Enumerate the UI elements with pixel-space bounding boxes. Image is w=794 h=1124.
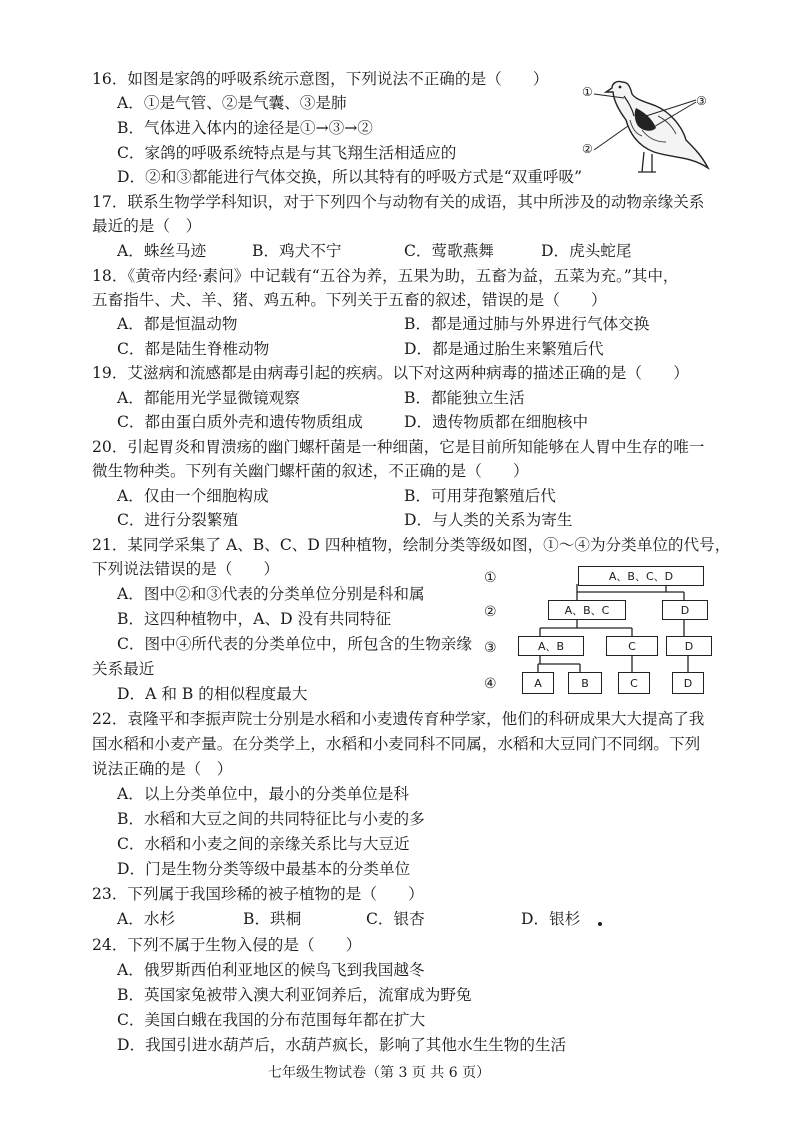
q21-option-c: C．图中④所代表的分类单位中，所包含的生物亲缘 [117,635,472,653]
q22-stem-line2: 国水稻和小麦产量。在分类学上，水稻和小麦同科不同属，水稻和大豆同门不同纲。下列 [92,735,701,753]
pigeon-label-2: ② [582,142,593,156]
q17-option-b: B．鸡犬不宁 [252,242,342,260]
q22-option-d: D．门是生物分类等级中最基本的分类单位 [117,860,411,878]
level-label-4: ④ [484,676,497,692]
q22-stem-line1: 22．袁隆平和李振声院士分别是水稻和小麦遗传育种学家，他们的科研成果大大提高了我 [92,710,705,728]
q17-option-c: C．莺歌燕舞 [404,242,494,260]
q19-option-a: A．都能用光学显微镜观察 [117,389,300,407]
node-c-level3: C [606,636,658,656]
q21-option-b: B．这四种植物中，A、D 没有共同特征 [117,610,392,628]
q21-stem-line1: 21．某同学采集了 A、B、C、D 四种植物，绘制分类等级如图，①～④为分类单位的代号， [92,536,731,554]
q24-option-a: A．俄罗斯西伯利亚地区的候鸟飞到我国越冬 [117,961,425,979]
node-ab: A、B [518,636,584,656]
q16-option-d: D．②和③都能进行气体交换，所以其特有的呼吸方式是“双重呼吸” [117,168,583,186]
level-label-1: ① [484,570,497,586]
q20-option-c: C．进行分裂繁殖 [117,511,239,529]
q22-option-b: B．水稻和大豆之间的共同特征比与小麦的多 [117,810,425,828]
q17-option-d: D．虎头蛇尾 [541,242,632,260]
q16-stem: 16．如图是家鸽的呼吸系统示意图，下列说法不正确的是（ ） [92,70,549,88]
classification-diagram [480,562,720,702]
q18-stem-line2: 五畜指牛、犬、羊、猪、鸡五种。下列关于五畜的叙述，错误的是（ ） [92,291,607,309]
q18-option-a: A．都是恒温动物 [117,315,238,333]
pigeon-label-1: ① [582,85,593,99]
q20-stem-line2: 微生物种类。下列有关幽门螺杆菌的叙述，不正确的是（ ） [92,462,529,480]
q18-option-c: C．都是陆生脊椎动物 [117,340,270,358]
node-d-level4: D [672,672,704,694]
q24-option-d: D．我国引进水葫芦后，水葫芦疯长，影响了其他水生生物的生活 [117,1036,567,1054]
q22-stem-line3: 说法正确的是（ ） [92,760,233,778]
q22-option-a: A．以上分类单位中，最小的分类单位是科 [117,785,409,803]
ink-speck [598,922,602,926]
q20-option-a: A．仅由一个细胞构成 [117,487,269,505]
q21-stem-line2: 下列说法错误的是（ ） [92,560,280,578]
q23-option-d: D．银杉 [521,910,581,928]
q20-option-b: B．可用芽孢繁殖后代 [404,487,556,505]
q20-option-d: D．与人类的关系为寄生 [404,511,573,529]
q21-option-c-cont: 关系最近 [92,660,155,678]
node-d-level3: D [666,636,712,656]
pigeon-icon [582,72,722,184]
q16-option-c: C．家鸽的呼吸系统特点是与其飞翔生活相适应的 [117,144,457,162]
q17-stem-line1: 17．联系生物学学科知识，对于下列四个与动物有关的成语，其中所涉及的动物亲缘关系 [92,193,705,211]
q23-option-a: A．水杉 [117,910,176,928]
node-abc: A、B、C [548,600,626,620]
node-b: B [568,672,602,694]
q18-option-b: B．都是通过肺与外界进行气体交换 [404,315,650,333]
q18-option-d: D．都是通过胎生来繁殖后代 [404,340,604,358]
q16-option-a: A．①是气管、②是气囊、③是肺 [117,94,347,112]
pigeon-respiratory-figure [582,72,722,184]
q19-stem: 19．艾滋病和流感都是由病毒引起的疾病。以下对这两种病毒的描述正确的是（ ） [92,364,689,382]
q19-option-b: B．都能独立生活 [404,389,525,407]
q17-stem-line2: 最近的是（ ） [92,217,202,235]
q23-stem: 23．下列属于我国珍稀的被子植物的是（ ） [92,885,424,903]
q17-option-a: A．蛛丝马迹 [117,242,207,260]
node-a: A [522,672,554,694]
q19-option-d: D．遗传物质都在细胞核中 [404,413,589,431]
node-d-level2: D [662,600,708,620]
q22-option-c: C．水稻和小麦之间的亲缘关系比与大豆近 [117,835,410,853]
level-label-2: ② [484,604,497,620]
q23-option-c: C．银杏 [366,910,425,928]
q23-option-b: B．珙桐 [243,910,302,928]
q24-option-c: C．美国白蛾在我国的分布范围每年都在扩大 [117,1011,426,1029]
level-label-3: ③ [484,640,497,656]
q24-option-b: B．英国家兔被带入澳大利亚饲养后，流窜成为野兔 [117,986,472,1004]
node-abcd: A、B、C、D [578,566,704,586]
q19-option-c: C．都由蛋白质外壳和遗传物质组成 [117,413,363,431]
q20-stem-line1: 20．引起胃炎和胃溃疡的幽门螺杆菌是一种细菌，它是目前所知能够在人胃中生存的唯一 [92,438,705,456]
q16-option-b: B．气体进入体内的途径是①→③→② [117,119,373,137]
q21-option-d: D．A 和 B 的相似程度最大 [117,685,308,703]
q18-stem-line1: 18．《黄帝内经·素问》中记载有“五谷为养，五果为助，五畜为益，五菜为充。”其中， [92,267,679,285]
pigeon-label-3: ③ [696,94,707,108]
node-c-level4: C [618,672,650,694]
page-footer: 七年级生物试卷（第 3 页 共 6 页） [268,1065,491,1081]
q24-stem: 24．下列不属于生物入侵的是（ ） [92,936,362,954]
q21-option-a: A．图中②和③代表的分类单位分别是科和属 [117,585,425,603]
